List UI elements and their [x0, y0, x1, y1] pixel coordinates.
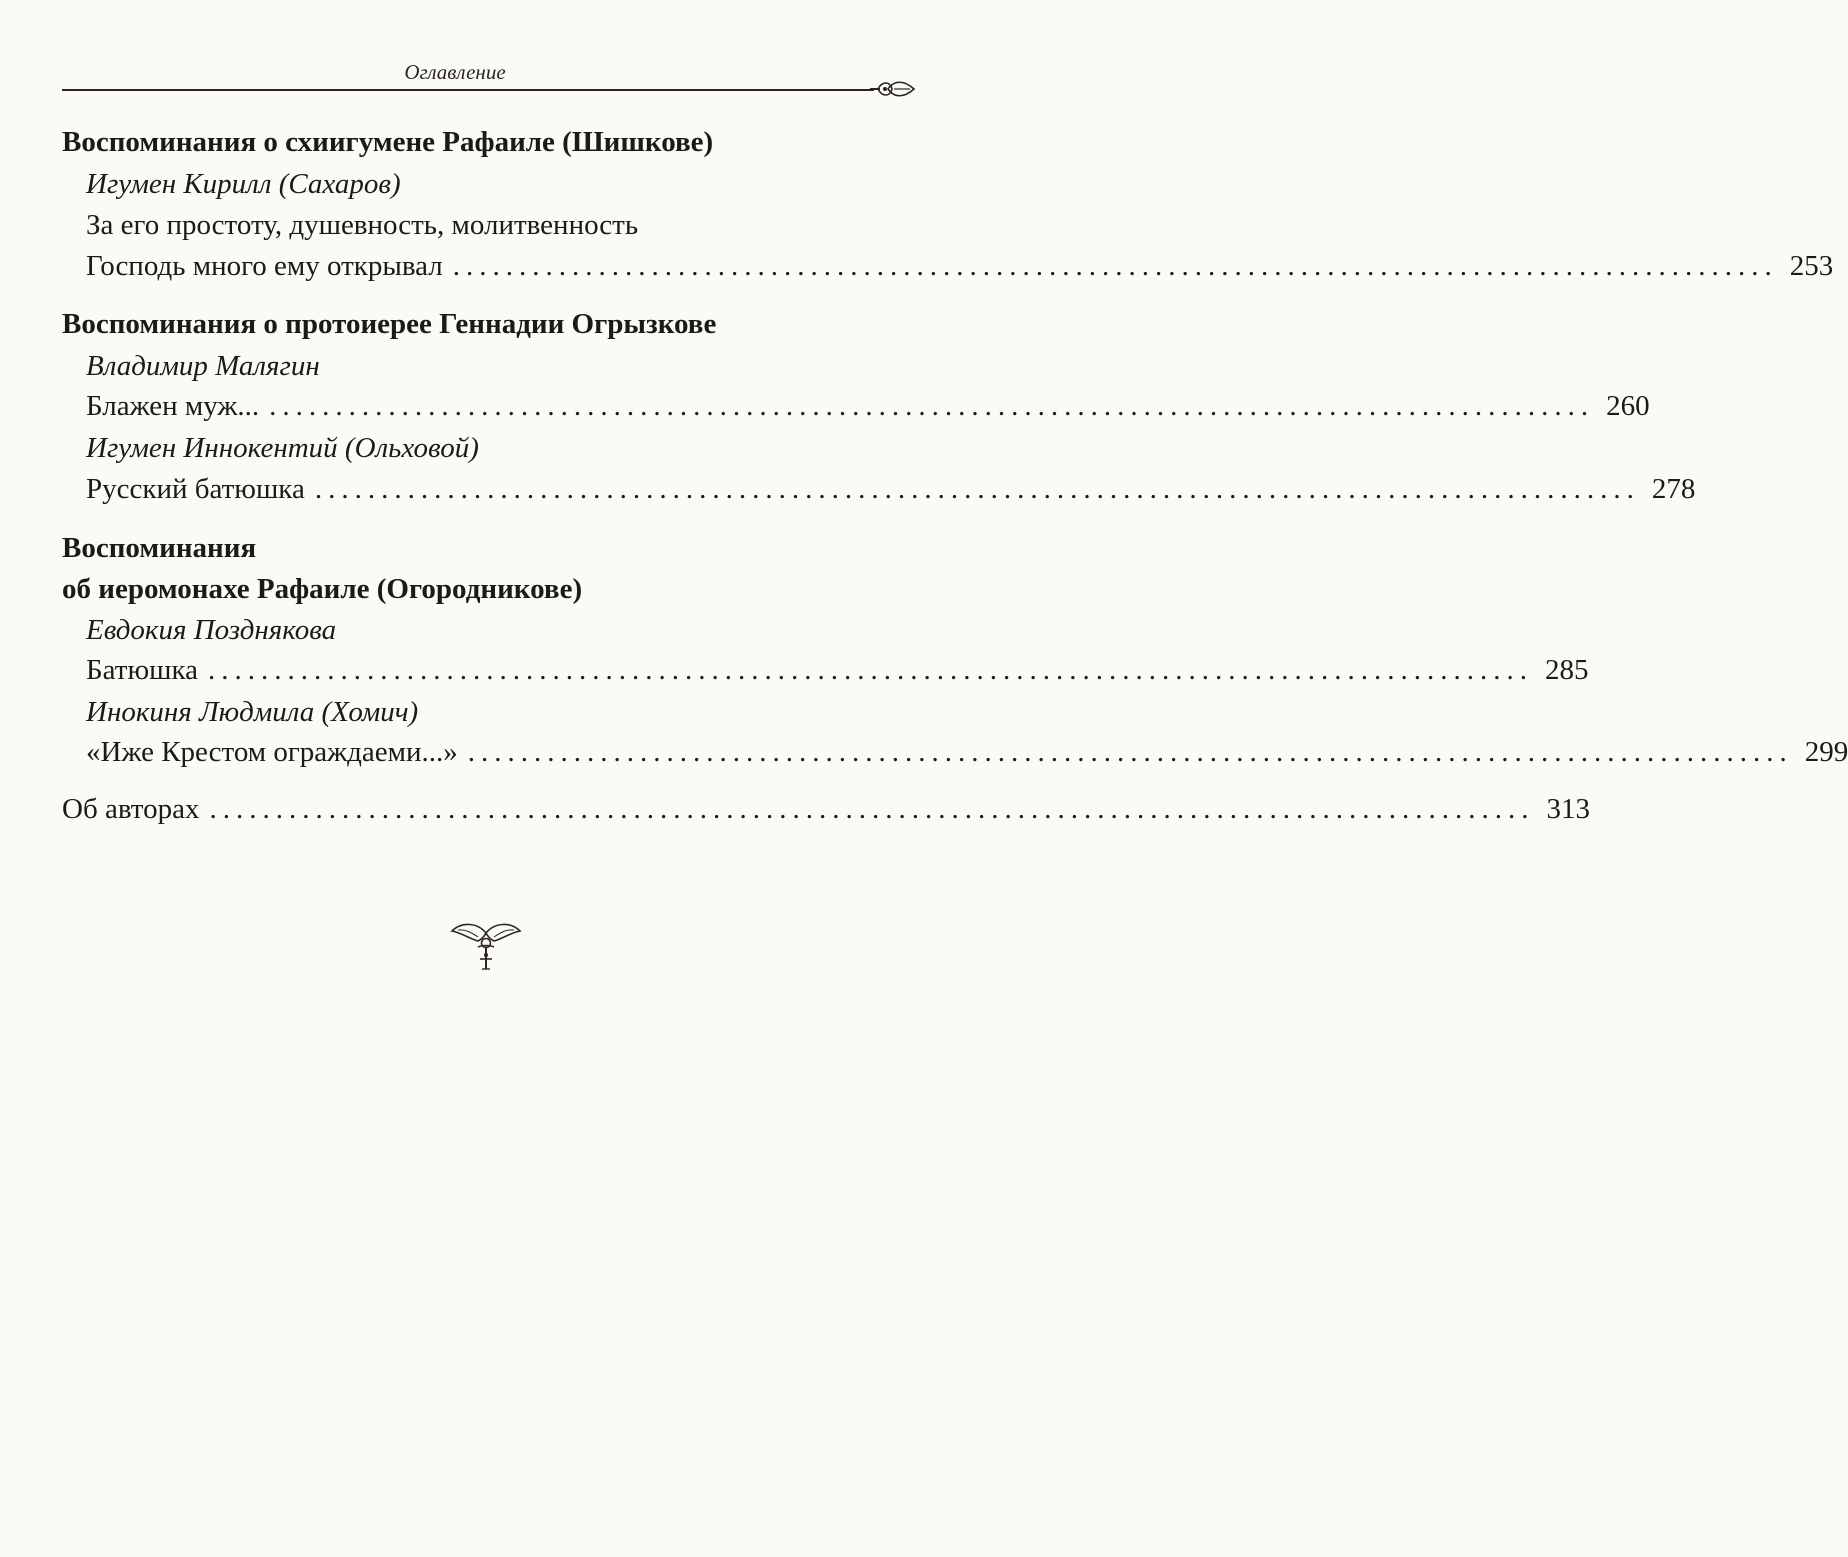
entry-title: Господь много ему открывал [86, 250, 443, 282]
page-number: 260 [1606, 390, 1650, 422]
section-title: об иеромонахе Рафаиле (Огородникове) [62, 573, 583, 605]
section-title: Воспоминания [62, 532, 257, 564]
dot-leader: .................................................................................................... [452, 250, 1778, 282]
page-number: 313 [1546, 793, 1590, 825]
author-name: Игумен Кирилл (Сахаров) [86, 168, 401, 200]
author-name: Евдокия Позднякова [86, 614, 337, 646]
toc-entry[interactable] [86, 734, 1848, 770]
author-name: Игумен Иннокентий (Ольховой) [86, 432, 479, 464]
page-number: 285 [1544, 654, 1589, 686]
dot-leader: .................................................................................................... [209, 793, 1535, 825]
author-name: Владимир Малягин [86, 350, 320, 382]
entry-title-line: За его простоту, душевность, молитвенность [86, 209, 639, 241]
dot-leader: .................................................................................................... [207, 654, 1533, 686]
page-number: 278 [1651, 473, 1696, 505]
dot-leader: .................................................................................................... [314, 473, 1640, 505]
dot-leader: .................................................................................................... [269, 390, 1595, 422]
page-number: 253 [1789, 250, 1834, 282]
header-rule [62, 89, 874, 91]
vignette-ornament-icon [448, 917, 524, 973]
section-title: Воспоминания о схиигумене Рафаиле (Шишкове) [62, 126, 714, 158]
entry-title: Батюшка [86, 654, 198, 686]
entry-title: «Иже Крестом ограждаеми...» [86, 736, 458, 768]
dot-leader: .................................................................................................... [467, 736, 1793, 768]
entry-title: Об авторах [62, 793, 200, 825]
toc-entry[interactable] [86, 388, 1650, 424]
toc-entry[interactable] [86, 652, 1589, 688]
running-head: Оглавление [404, 60, 506, 84]
page-number: 299 [1804, 736, 1848, 768]
toc-entry[interactable] [86, 471, 1696, 507]
entry-title: Блажен муж... [86, 390, 260, 422]
entry-title: Русский батюшка [86, 473, 305, 505]
author-name: Инокиня Людмила (Хомич) [86, 696, 419, 728]
toc-entry[interactable] [62, 791, 1590, 827]
toc-entry[interactable] [86, 248, 1834, 284]
fleuron-ornament-icon [870, 77, 916, 101]
section-title: Воспоминания о протоиерее Геннадии Огрызкове [62, 308, 717, 340]
